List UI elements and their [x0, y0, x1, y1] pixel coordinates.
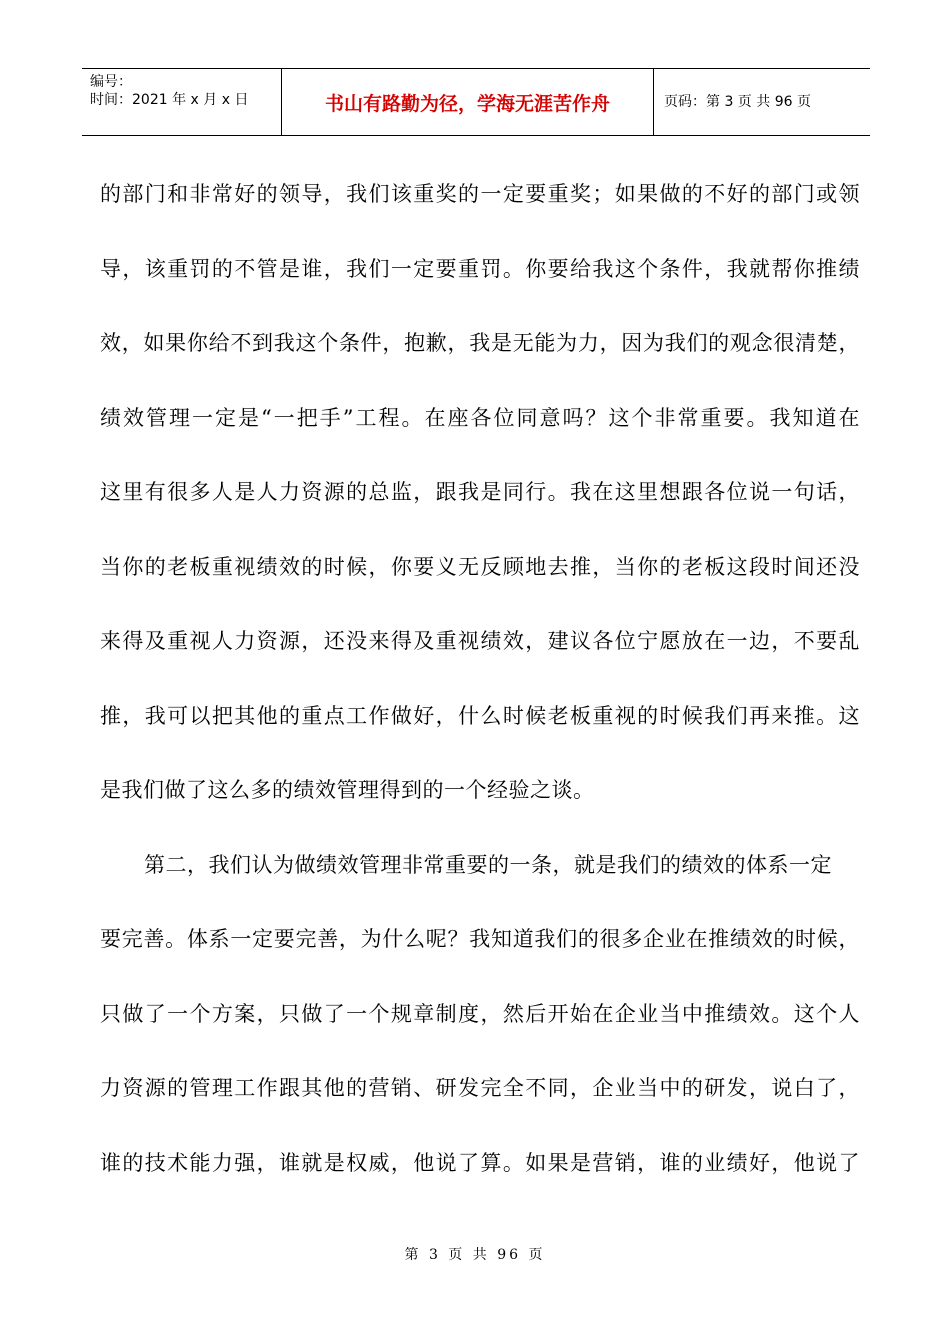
header-motto: 书山有路勤为径，学海无涯苦作舟 — [324, 92, 610, 115]
page-footer: 第 3 页 共 96 页 — [404, 1247, 546, 1263]
body-line: 导，该重罚的不管是谁，我们一定要重罚。你要给我这个条件，我就帮你推绩 — [100, 256, 860, 281]
document-number-label: 编号： — [90, 74, 132, 90]
document-body — [100, 168, 860, 1211]
body-line: 效，如果你给不到我这个条件，抱歉，我是无能为力，因为我们的观念很清楚， — [100, 331, 860, 355]
body-line: 这里有很多人是人力资源的总监，跟我是同行。我在这里想跟各位说一句话， — [100, 480, 860, 504]
body-line: 绩效管理一定是“一把手”工程。在座各位同意吗？这个非常重要。我知道在 — [100, 405, 860, 430]
body-line: 只做了一个方案，只做了一个规章制度，然后开始在企业当中推绩效。这个人 — [100, 1001, 860, 1026]
body-line: 的部门和非常好的领导，我们该重奖的一定要重奖；如果做的不好的部门或领 — [100, 182, 860, 206]
header-motto-cell — [282, 69, 654, 135]
body-paragraph-start: 第二，我们认为做绩效管理非常重要的一条，就是我们的绩效的体系一定 — [144, 852, 832, 877]
header-page-cell — [654, 69, 870, 135]
header-meta-cell — [82, 69, 282, 135]
body-line: 是我们做了这么多的绩效管理得到的一个经验之谈。 — [100, 778, 595, 802]
document-header — [82, 68, 870, 136]
body-line: 要完善。体系一定要完善，为什么呢？我知道我们的很多企业在推绩效的时候， — [100, 927, 860, 951]
body-line: 当你的老板重视绩效的时候，你要义无反顾地去推，当你的老板这段时间还没 — [100, 554, 860, 579]
body-line: 推，我可以把其他的重点工作做好，什么时候老板重视的时候我们再来推。这 — [100, 703, 860, 728]
header-page-info: 页码：第 3 页 共 96 页 — [664, 94, 811, 110]
body-line: 谁的技术能力强，谁就是权威，他说了算。如果是营销，谁的业绩好，他说了 — [100, 1150, 860, 1175]
body-line: 力资源的管理工作跟其他的营销、研发完全不同，企业当中的研发，说白了， — [100, 1076, 860, 1100]
body-line: 来得及重视人力资源，还没来得及重视绩效，建议各位宁愿放在一边，不要乱 — [100, 629, 860, 653]
document-date-label: 时间：2021 年 x 月 x 日 — [90, 92, 249, 108]
